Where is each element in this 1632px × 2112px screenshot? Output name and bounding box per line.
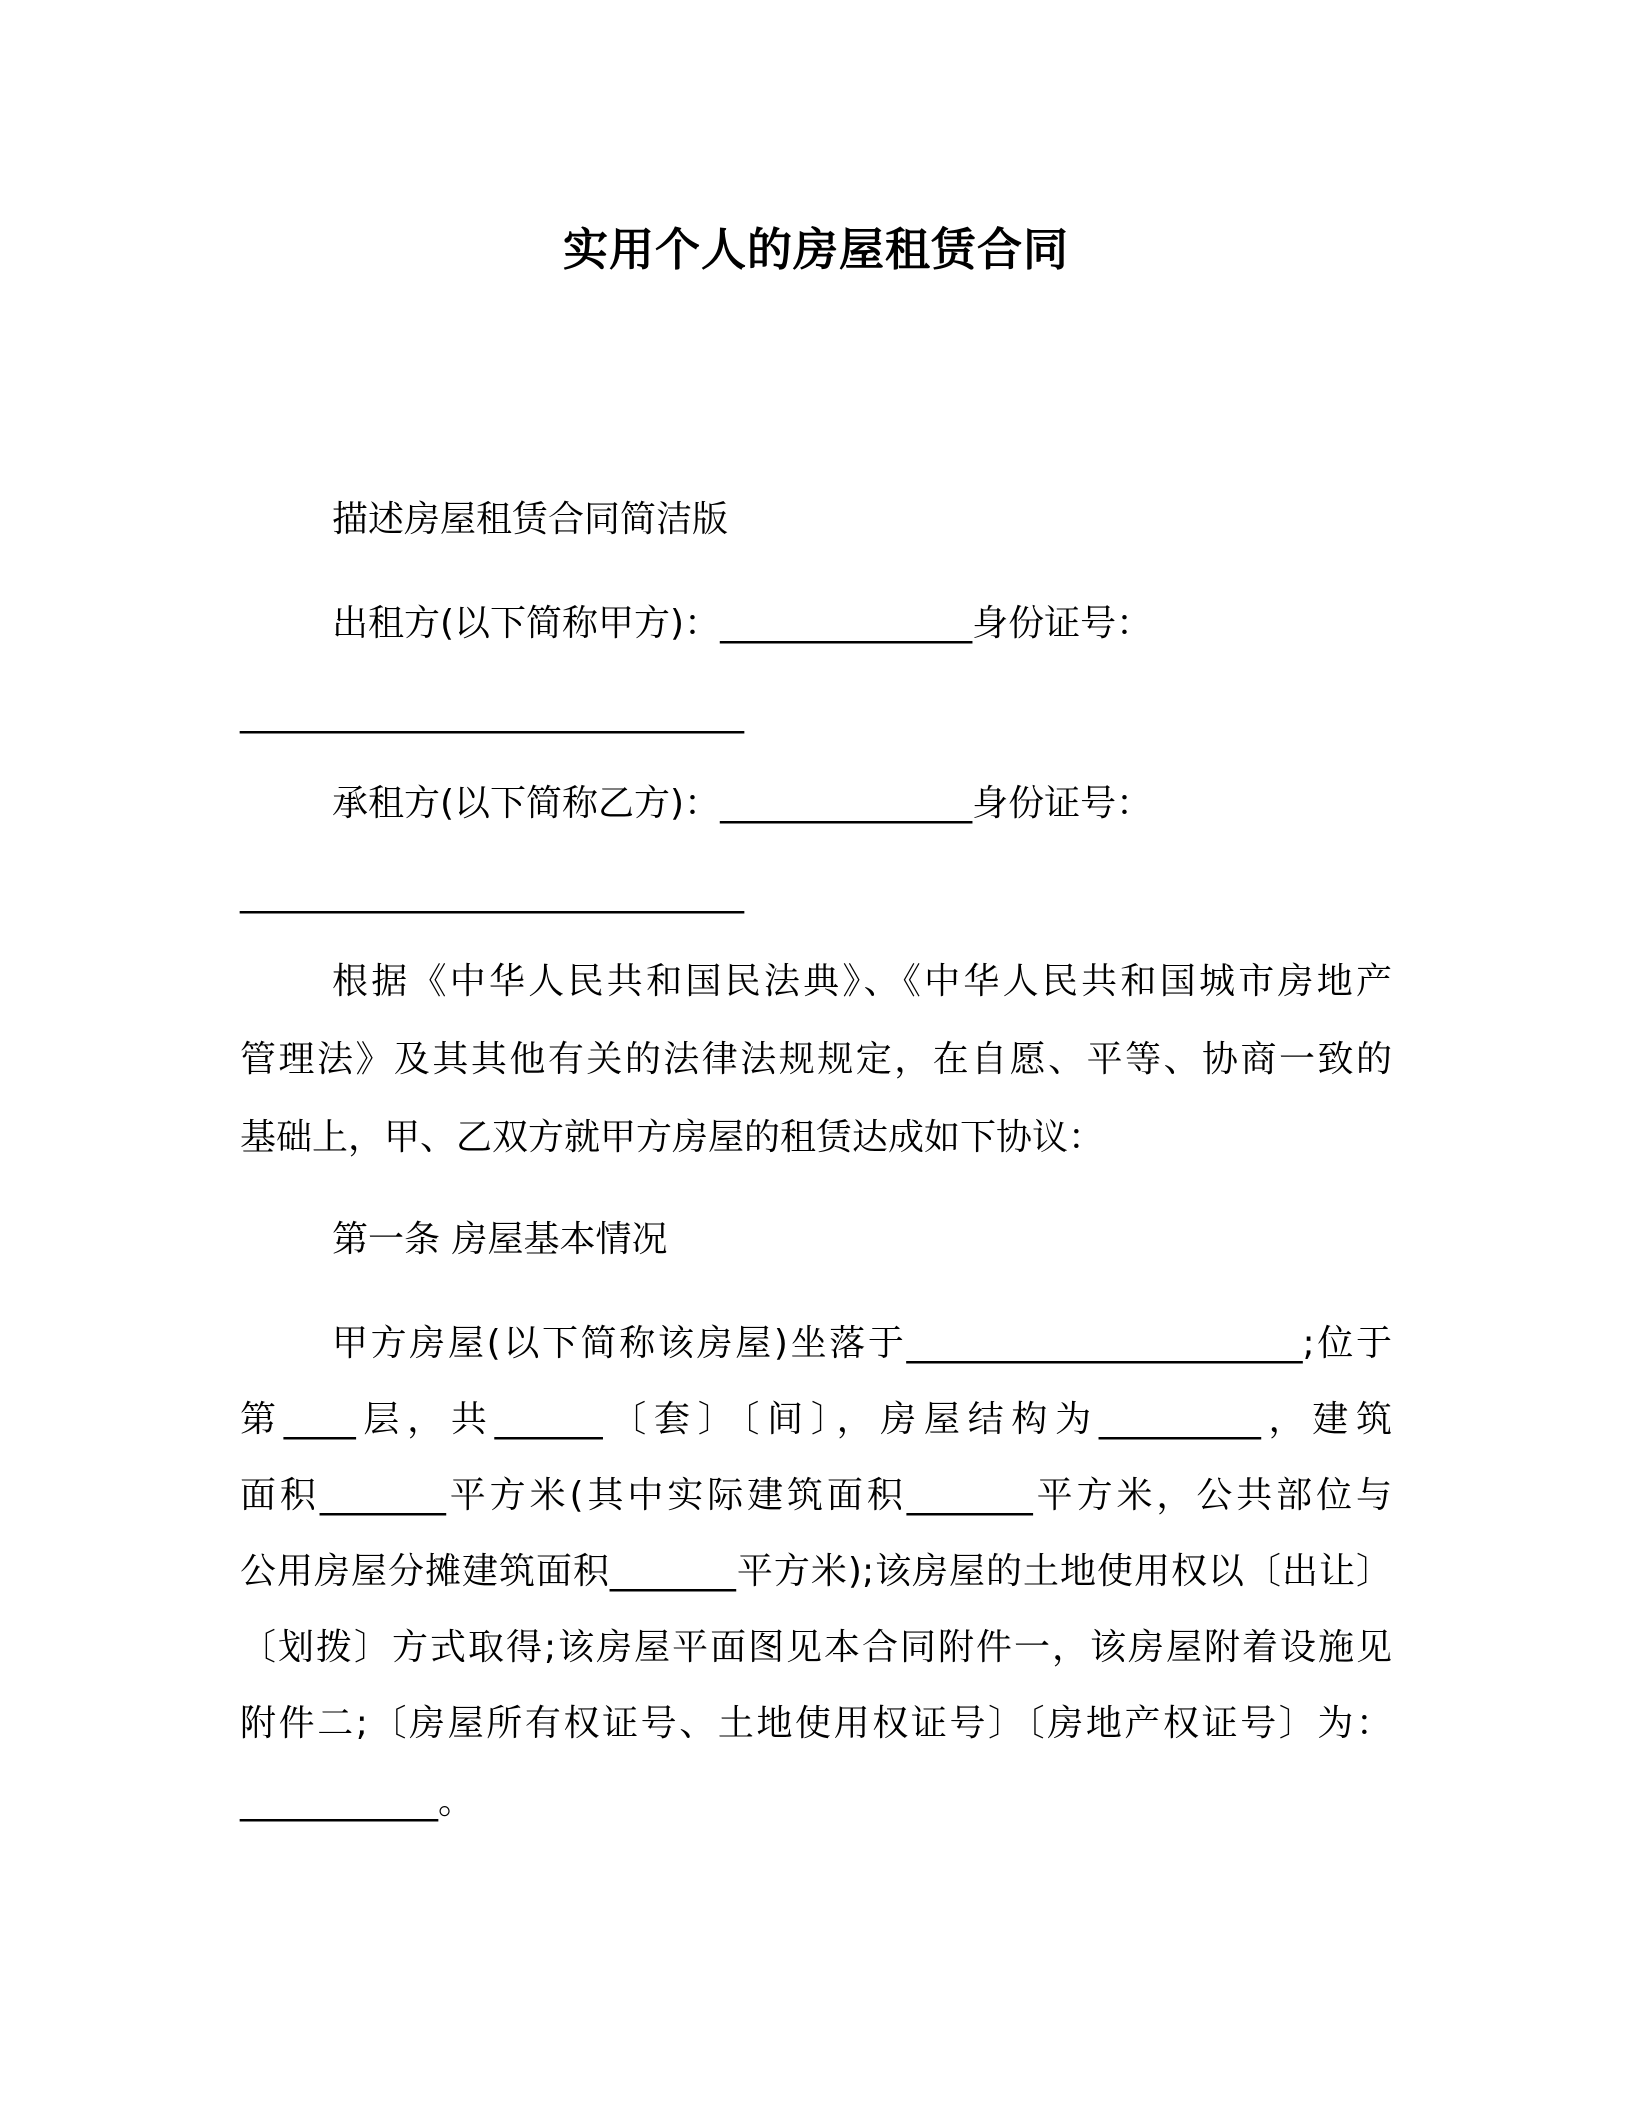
article1-line: 公用房屋分摊建筑面积_______平方米);该房屋的土地使用权以〔出让〕 (240, 1551, 1392, 1592)
document-title: 实用个人的房屋租赁合同 (562, 223, 1069, 276)
lessor-line: 出租方(以下简称甲方)：______________身份证号： (332, 603, 1153, 644)
article1-line: 面积_______平方米(其中实际建筑面积_______平方米，公共部位与 (240, 1475, 1392, 1516)
article1-line: 附件二;〔房屋所有权证号、土地使用权证号〕〔房地产权证号〕为： (240, 1703, 1392, 1744)
document-subtitle: 描述房屋租赁合同简洁版 (332, 499, 729, 540)
article1-heading: 第一条 房屋基本情况 (332, 1219, 668, 1260)
article1-line: 第____层，共______〔套〕〔间〕，房屋结构为_________，建筑 (240, 1399, 1392, 1440)
lessee-line: 承租方(以下简称乙方)：______________身份证号： (332, 783, 1153, 824)
lessee-id-blank: ____________________________ (240, 873, 744, 914)
article1-line: 〔划拨〕方式取得;该房屋平面图见本合同附件一，该房屋附着设施见 (240, 1627, 1392, 1668)
article1-line: 甲方房屋(以下简称该房屋)坐落于______________________;位于 (332, 1323, 1392, 1364)
article1-line: ___________。 (240, 1781, 475, 1822)
preamble-line: 管理法》及其其他有关的法律法规规定，在自愿、平等、协商一致的 (240, 1039, 1392, 1080)
lessor-id-blank: ____________________________ (240, 693, 744, 734)
preamble-line: 基础上，甲、乙双方就甲方房屋的租赁达成如下协议： (240, 1117, 1105, 1158)
preamble-line: 根据《中华人民共和国民法典》、《中华人民共和国城市房地产 (332, 961, 1392, 1002)
